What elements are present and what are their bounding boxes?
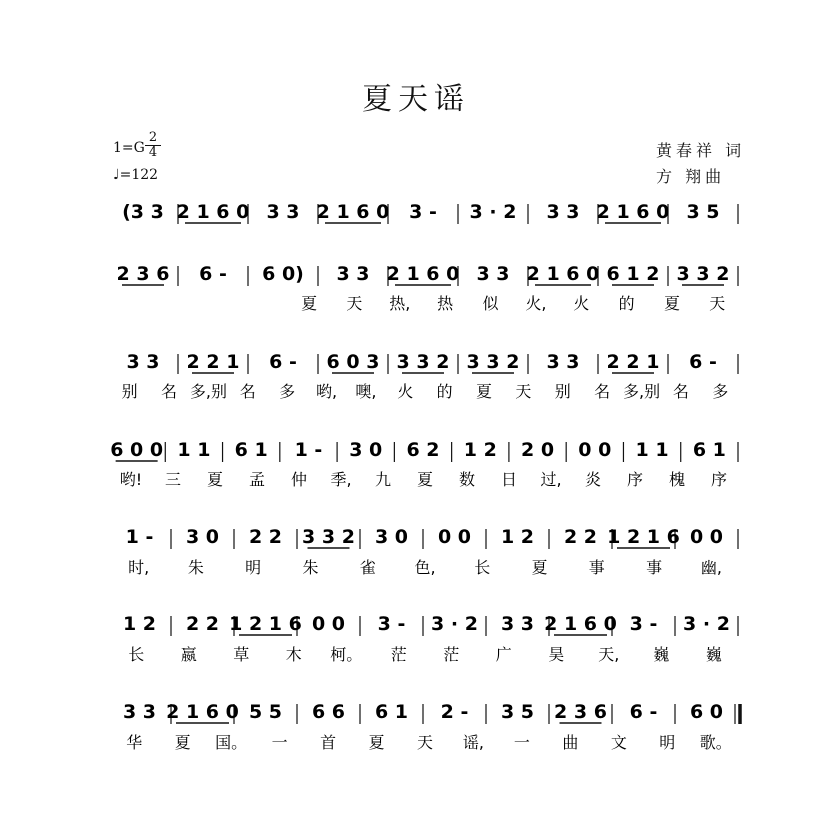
measure-notes: 1 1 [635, 439, 669, 461]
lyric-syllable: 夏 [476, 382, 493, 401]
measure-notes: 3 3 [546, 351, 580, 373]
measure-notes: 2 3 6 [554, 701, 607, 723]
lyric-syllable: 热 [437, 294, 454, 313]
measure-notes: 1 2 1 6 [607, 526, 680, 548]
lyric-syllable: 茫 [390, 645, 407, 664]
measure-notes: 3 0 [374, 526, 409, 548]
lyric-syllable: 事 [588, 558, 605, 577]
lyric-syllable: 别 [554, 382, 571, 401]
measure-notes: 3 3 [122, 701, 157, 723]
lyric-syllable: 槐 [668, 470, 686, 489]
measure-notes: 3 0 [349, 439, 383, 461]
measure-notes: 3 3 2 [302, 526, 355, 548]
lyric-syllable: 华 [126, 733, 143, 752]
lyric-syllable: 茫 [443, 645, 460, 664]
measure-notes: 2 0 [521, 439, 555, 461]
measure-notes: 3 · 2 [469, 201, 517, 223]
measure-notes: 2 1 6 0 [176, 201, 250, 223]
lyric-syllable: 的 [618, 294, 635, 313]
measure-notes: 2 1 6 0 [316, 201, 390, 223]
measure-notes: 2 2 [248, 526, 283, 548]
measure-notes: 3 5 [500, 701, 535, 723]
measure-notes: 0 0 [689, 526, 724, 548]
measure-notes: 3 3 [500, 613, 535, 635]
song-title: 夏天谣 [362, 82, 470, 117]
measure-notes: 2 1 6 0 [596, 201, 670, 223]
lyric-syllable: 哟! [119, 470, 143, 489]
lyric-syllable: 巍 [653, 645, 670, 664]
measure-notes: 1 2 1 6 [229, 613, 302, 635]
lyric-syllable: 的 [436, 382, 453, 401]
measure-notes: 1 1 [177, 439, 211, 461]
lyric-syllable: 名 [161, 382, 178, 401]
lyric-syllable: 夏 [206, 470, 224, 489]
tempo-value: =122 [119, 167, 159, 183]
lyric-syllable: 天 [515, 382, 532, 401]
measure-notes: 3 3 [336, 263, 370, 285]
measure-notes: 2 2 1 [606, 351, 660, 373]
lyric-syllable: 时, [128, 558, 150, 577]
measure-notes: 6 6 [311, 701, 346, 723]
lyric-syllable: 一 [271, 733, 288, 752]
lyric-syllable: 首 [320, 733, 337, 752]
measure-notes: 2 2 [563, 526, 598, 548]
measure-notes: 2 2 1 [186, 351, 240, 373]
measure-notes: 3 3 2 [466, 351, 520, 373]
lyric-syllable: 似 [482, 294, 499, 313]
measure-notes: 6 - [629, 701, 658, 723]
lyric-syllable: 巍 [705, 645, 722, 664]
measure-notes: 6 - [199, 263, 227, 285]
lyric-syllable: 夏 [174, 733, 191, 752]
lyric-syllable: 多 [712, 382, 729, 401]
lyric-syllable: 草 [233, 645, 250, 664]
measure-notes: 2 1 6 0 [544, 613, 617, 635]
lyric-syllable: 九 [374, 470, 392, 489]
measure-notes: 6 1 [234, 439, 268, 461]
lyric-syllable: 事 [646, 558, 663, 577]
time-signature-top: 2 [145, 131, 161, 146]
measure-notes: 2 - [440, 701, 469, 723]
composer: 方 翔曲 [656, 167, 726, 186]
lyric-syllable: 数 [458, 470, 476, 489]
measure-notes: (3 3 [122, 201, 164, 223]
lyric-syllable: 雀 [359, 558, 376, 577]
lyric-syllable: 孟 [248, 470, 266, 489]
lyric-syllable: 三 [164, 470, 182, 489]
measure-notes: 2 2 [185, 613, 220, 635]
measure-notes: 1 2 [463, 439, 497, 461]
measure-notes: 6 - [689, 351, 717, 373]
lyric-syllable: 哟, [316, 382, 338, 401]
measure-notes: 6 1 [692, 439, 726, 461]
lyric-syllable: 嬴 [180, 645, 197, 664]
lyric-syllable: 天 [416, 733, 434, 752]
measure-notes: 6 0) [262, 263, 304, 285]
lyric-syllable: 序 [710, 470, 728, 489]
measure-notes: 3 - [629, 613, 658, 635]
measure-notes: 2 1 6 0 [526, 263, 600, 285]
measure-notes: 0 0 [578, 439, 612, 461]
lyric-syllable: 色, [414, 558, 436, 577]
measure-notes: 6 - [269, 351, 297, 373]
lyric-syllable: 火, [525, 294, 547, 313]
measure-notes: 5 5 [248, 701, 283, 723]
lyric-syllable: 木 [285, 645, 302, 664]
measure-notes: 0 0 [311, 613, 346, 635]
lyric-syllable: 仲 [290, 470, 308, 489]
measure-notes: 3 · 2 [431, 613, 478, 635]
lyric-syllable: 国。 [215, 733, 248, 752]
lyric-syllable: 过, [540, 470, 562, 489]
measure-notes: 1 - [294, 439, 323, 461]
measure-notes: 3 3 [266, 201, 300, 223]
lyric-syllable: 天 [346, 294, 363, 313]
lyric-syllable: 朱 [302, 558, 319, 577]
lyric-syllable: 天, [598, 645, 620, 664]
lyric-syllable: 别 [121, 382, 138, 401]
lyric-syllable: 热, [389, 294, 411, 313]
measure-notes: 3 3 [546, 201, 580, 223]
measure-notes: 1 - [125, 526, 154, 548]
lyric-syllable: 火 [397, 382, 414, 401]
measure-notes: 3 3 2 [676, 263, 730, 285]
measure-notes: 0 0 [437, 526, 472, 548]
lyric-syllable: 一 [513, 733, 530, 752]
lyric-syllable: 广 [495, 645, 512, 664]
lyric-syllable: 夏 [531, 558, 548, 577]
measure-notes: 3 · 2 [683, 613, 730, 635]
lyric-syllable: 明 [245, 558, 262, 577]
lyric-syllable: 季, [330, 470, 352, 489]
lyric-syllable: 名 [239, 382, 256, 401]
measure-notes: 6 0 3 [326, 351, 380, 373]
measure-notes: 3 5 [686, 201, 720, 223]
lyric-syllable: 长 [474, 558, 491, 577]
measure-notes: 6 1 [374, 701, 409, 723]
lyric-syllable: 多 [279, 382, 296, 401]
lyricist: 黄春祥 词 [656, 141, 746, 160]
measure-notes: 3 3 [126, 351, 160, 373]
lyric-syllable: 文 [610, 733, 627, 752]
lyric-syllable: 多,别 [623, 382, 661, 401]
lyric-syllable: 噢, [355, 382, 377, 401]
measure-notes: 3 3 [476, 263, 510, 285]
time-signature-bottom: 4 [148, 145, 158, 160]
key-signature: 1=G [113, 140, 145, 156]
measure-notes: 2 1 6 0 [166, 701, 239, 723]
lyric-syllable: 柯。 [330, 645, 363, 664]
lyric-syllable: 夏 [416, 470, 434, 489]
lyric-syllable: 昊 [548, 645, 565, 664]
lyric-syllable: 天 [709, 294, 726, 313]
measure-notes: 2 1 6 0 [386, 263, 460, 285]
lyric-syllable: 多,别 [189, 382, 227, 401]
measure-notes: 6 0 0 [110, 439, 164, 461]
measure-notes: 6 2 [406, 439, 440, 461]
quarter-note-icon: ♩ [113, 167, 120, 183]
measure-notes: 3 - [409, 201, 437, 223]
lyric-syllable: 名 [672, 382, 689, 401]
measure-notes: 6 0 [689, 701, 724, 723]
measure-notes: 2 3 6 [116, 263, 170, 285]
measure-notes: 1 2 [500, 526, 535, 548]
lyric-syllable: 夏 [301, 294, 318, 313]
measure-notes: 3 3 2 [396, 351, 450, 373]
lyric-syllable: 序 [626, 470, 644, 489]
lyric-syllable: 朱 [187, 558, 204, 577]
lyric-syllable: 歌。 [699, 733, 732, 752]
lyric-syllable: 夏 [663, 294, 680, 313]
measure-notes: 6 1 2 [606, 263, 660, 285]
measure-notes: 3 - [377, 613, 406, 635]
lyric-syllable: 炎 [584, 470, 602, 489]
measure-notes: 3 0 [185, 526, 220, 548]
measure-notes: 1 2 [122, 613, 157, 635]
lyric-syllable: 曲 [562, 733, 579, 752]
lyric-syllable: 长 [128, 645, 145, 664]
lyric-syllable: 火 [573, 294, 590, 313]
lyric-syllable: 夏 [368, 733, 385, 752]
lyric-syllable: 日 [500, 470, 518, 489]
lyric-syllable: 明 [659, 733, 676, 752]
lyric-syllable: 名 [594, 382, 611, 401]
lyric-syllable: 幽, [700, 558, 722, 577]
lyric-syllable: 谣, [462, 733, 485, 752]
